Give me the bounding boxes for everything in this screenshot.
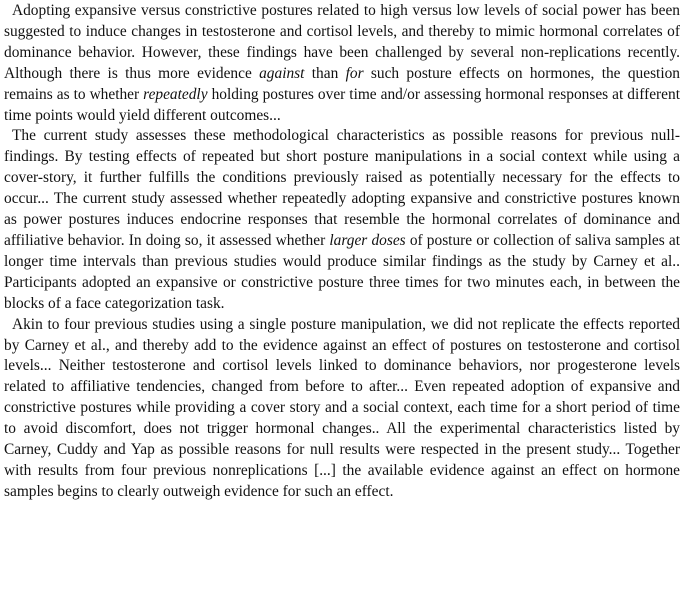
p3-seg-1: Akin to four previous studies using a single posture manipulation, we did not replicate the effects reported by Carney et al., and thereby add to the evidence against an effect of postures on testosterone and cortisol levels... Neither testosterone and cortisol levels linked to dominance behaviors, nor progesterone levels related to affiliative tendencies, changed from before to after... Even repeated adoption of expansive and constrictive postures while providing a cover story and a social context, each time for a short period of time to avoid discomfort, does not trigger hormonal changes.. All the experimental characteristics listed by Carney, Cuddy and Yap as possible reasons for null results were respected in the present study... Together with results from four previous nonreplications [...] the available evidence against an effect on hormone samples begins to clearly outweigh evidence for such an effect. (4, 315, 680, 500)
paragraph-3 (4, 315, 680, 503)
p1-seg-3: than (304, 64, 346, 82)
paragraph-2 (4, 126, 680, 314)
p2-seg-1: The current study assesses these methodological characteristics as possible reasons for previous null-findings. By testing effects of repeated but short posture manipulations in a social context while using a cover-story, it further fulfills the conditions previously raised as potentially necessary for the effects to occur... The current study assessed whether repeatedly adopting expansive and constrictive postures known as power postures induces endocrine responses that resemble the hormonal correlates of dominance and affiliative behavior. In doing so, it assessed whether (4, 127, 680, 249)
p2-seg-3: of posture or collection of saliva samples at longer time intervals than previous studies would produce similar findings as the study by Carney et al.. Participants adopted an expansive or constrictive posture three times for two minutes each, in between the blocks of a face categorization task. (4, 231, 681, 312)
p2-italic-larger-doses: larger doses (329, 231, 406, 249)
p1-seg-5: such posture effects on hormones, the question remains as to whether (4, 64, 681, 103)
p1-seg-7: holding postures over time and/or assessing hormonal responses at different time points would yield different outcomes... (4, 85, 680, 124)
p1-seg-1: Adopting expansive versus constrictive postures related to high versus low levels of social power has been suggested to induce changes in testosterone and cortisol levels, and thereby to mimic hormonal correlates of dominance behavior. However, these findings have been challenged by several non-replications recently. Although there is thus more evidence (4, 2, 680, 82)
p1-italic-repeatedly: repeatedly (143, 85, 208, 103)
p1-italic-for: for (345, 64, 364, 82)
paragraph-1 (4, 1, 680, 126)
p1-italic-against: against (259, 64, 305, 82)
